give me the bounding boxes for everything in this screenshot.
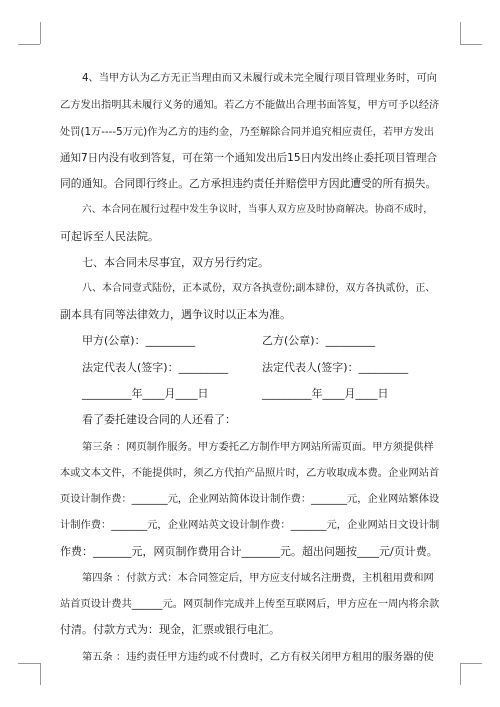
article-4-line-2: 站首页设计费共______元。网页制作完成并上传至互联网后，甲方应在一周内将余款 (60, 598, 440, 610)
clause-8-line-1: 八、本合同壹式陆份，正本贰份，双方各执壹份;副本肆份，双方各执贰份，正、 (82, 283, 436, 294)
crop-mark-top-right-h (460, 44, 482, 45)
article-3-line-4: 计制作费：_______元，企业网站英文设计制作费：_______元，企业网站日文设计制 (60, 519, 440, 531)
clause-4-line-4: 通知7日内没有收到答复，可在第一个通知发出后15日内发出终止委托项目管理合 (60, 152, 438, 164)
crop-mark-top-right-v (460, 22, 461, 44)
crop-mark-bottom-right-h (460, 663, 482, 664)
related-heading: 看了委托建设合同的人还看了： (82, 413, 236, 426)
clause-4-line-2: 乙方发出指明其未履行义务的通知。若乙方不能做出合理书面答复，甲方可予以经济 (60, 99, 440, 111)
crop-mark-top-left-v (40, 22, 41, 44)
article-5-line-1: 第五条 ：违约责任甲方违约或不付费时，乙方有权关闭甲方租用的服务器的使 (82, 651, 434, 663)
party-b-date: _________年____月____日 (262, 387, 389, 400)
crop-mark-bottom-left-h (18, 663, 40, 664)
article-3-line-3: 页设计制作费：_______元，企业网站简体设计制作费：_______元，企业网站繁体设 (60, 493, 440, 505)
party-a-date: _________年____月____日 (82, 387, 209, 400)
party-b-seal: 乙方(公章)：_________ (262, 334, 376, 347)
party-a-representative: 法定代表人(签字)：_________ (82, 361, 229, 374)
clause-4-line-3: 处罚(1万----5万元)作为乙方的违约金，乃至解除合同并追究相应责任，若甲方发出 (60, 126, 435, 138)
clause-6-line-1: 六、本合同在履行过程中发生争议时，当事人双方应及时协商解决。协商不成时， (82, 204, 433, 215)
clause-4-line-5: 同的通知。合同即行终止。乙方承担违约责任并赔偿甲方因此遭受的所有损失。 (60, 177, 437, 190)
crop-mark-bottom-right-v (460, 663, 461, 685)
article-3-line-2: 本或文本文件，不能提供时，须乙方代拍产品照片时，乙方收取成本费。企业网站首 (60, 467, 440, 479)
article-3-line-5: 作费：_______元，网页制作费用合计_______元。超出问题按____元/页计费。 (60, 545, 438, 558)
crop-mark-top-left-h (18, 44, 40, 45)
clause-6-line-2: 可起诉至人民法院。 (60, 230, 159, 243)
article-3-line-1: 第三条 ：网页制作服务。甲方委托乙方制作甲方网站所需页面。甲方须提供样 (82, 441, 434, 453)
crop-mark-bottom-left-v (40, 663, 41, 685)
clause-7-line-1: 七、本合同未尽事宜，双方另行约定。 (82, 256, 269, 269)
party-b-representative: 法定代表人(签字)：_________ (262, 361, 409, 374)
article-4-line-1: 第四条 ：付款方式：本合同签定后，甲方应支付域名注册费，主机租用费和网 (82, 572, 434, 584)
article-4-line-3: 付清。付款方式为：现金，汇票或银行电汇。 (60, 623, 280, 636)
clause-8-line-2: 副本具有同等法律效力，遇争议时以正本为准。 (60, 308, 291, 321)
party-a-seal: 甲方(公章)：_________ (82, 334, 196, 347)
clause-4-line-1: 4、当甲方认为乙方无正当理由而又未履行或未完全履行项目管理业务时，可向 (82, 72, 438, 84)
